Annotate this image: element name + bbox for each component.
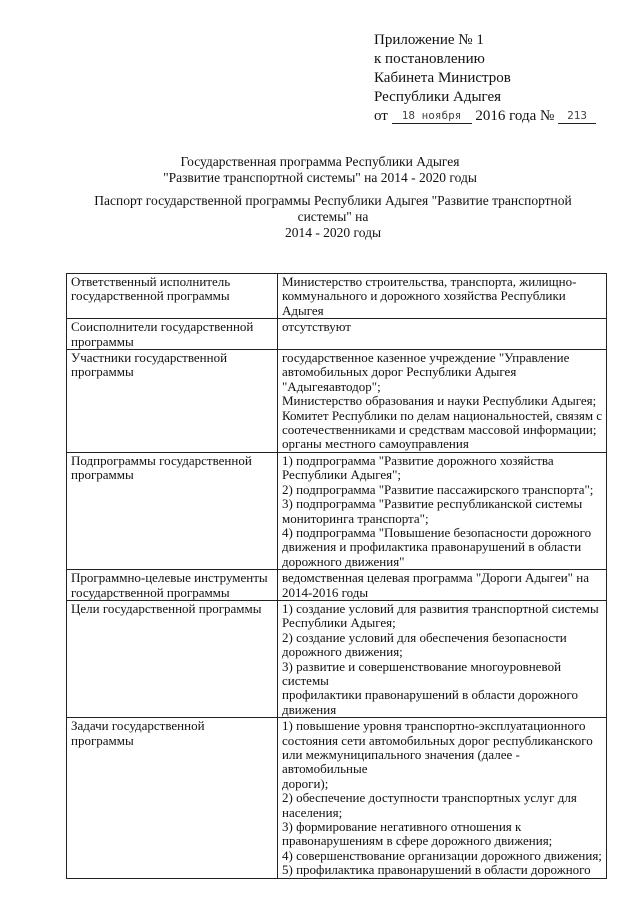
row-label-cell [67, 718, 278, 878]
row-label-line: программы [71, 364, 134, 380]
row-label-line: Участники государственной [71, 350, 228, 366]
row-value-line: дорожного движения; [282, 644, 403, 660]
table-row [67, 319, 607, 350]
row-label-line: Подпрограммы государственной [71, 452, 252, 468]
row-value-line: Республики Адыгея"; [282, 467, 402, 483]
table-row [67, 350, 607, 453]
passport-title [68, 193, 598, 241]
passport-table-body [67, 274, 607, 879]
row-value-line: ведомственная целевая программа "Дороги Адыгеи" на [282, 570, 589, 586]
row-value-line: отсутствуют [282, 319, 351, 335]
row-label-line: Соисполнители государственной [71, 319, 254, 335]
row-value-line: органы местного самоуправления [282, 436, 469, 452]
table-row [67, 452, 607, 569]
row-value-line: движения и профилактика правонарушений в области [282, 539, 582, 555]
row-value-line: 2014-2016 годы [282, 584, 369, 600]
date-prefix: от [374, 108, 388, 124]
appendix-line-3: Кабинета Министров [374, 70, 511, 86]
document-number: 213 [558, 109, 596, 124]
row-value-line: населения; [282, 804, 343, 820]
row-value-cell [278, 319, 607, 350]
row-value-line: 2) подпрограмма "Развитие пассажирского транспорта"; [282, 481, 594, 497]
row-value-line: или межмуниципального значения (далее - автомобильные [282, 747, 520, 777]
row-label-cell [67, 570, 278, 601]
row-value-line: соотечественниками и средствам массовой информации; [282, 422, 597, 438]
passport-title-line-2: 2014 - 2020 годы [284, 225, 382, 240]
row-value-line: правонарушениям в сфере дорожного движения; [282, 833, 553, 849]
row-value-line: Министерство образования и науки Республики Адыгея; [282, 393, 597, 409]
row-value-line: 4) подпрограмма "Повышение безопасности дорожного [282, 524, 592, 540]
row-value-line: 4) совершенствование организации дорожного движения; [282, 847, 602, 863]
row-label-line: государственной программы [71, 288, 230, 304]
passport-title-line-1: Паспорт государственной программы Республики Адыгея "Развитие транспортной системы" на [94, 193, 572, 224]
row-value-line: коммунального и дорожного хозяйства Республики Адыгея [282, 288, 566, 318]
row-value-line: 3) подпрограмма "Развитие республиканской системы [282, 496, 583, 512]
row-value-line: 5) профилактика правонарушений в области дорожного [282, 862, 591, 878]
row-value-line: движения [282, 701, 337, 717]
row-label-cell [67, 452, 278, 569]
row-value-line: 1) создание условий для развития транспортной системы [282, 600, 599, 616]
row-value-line: 1) повышение уровня транспортно-эксплуатационного [282, 718, 586, 734]
row-label-line: государственной программы [71, 584, 230, 600]
table-row [67, 274, 607, 319]
passport-table [66, 273, 607, 879]
row-value-line: Комитет Республики по делам национальностей, связям с [282, 407, 603, 423]
row-label-cell [67, 274, 278, 319]
row-label-line: Цели государственной программы [71, 600, 262, 616]
row-label-cell [67, 600, 278, 717]
row-value-line: мониторинга транспорта"; [282, 510, 429, 526]
row-value-line: 3) формирование негативного отношения к [282, 819, 522, 835]
year-text: 2016 года № [475, 108, 555, 124]
row-value-cell [278, 718, 607, 878]
table-row [67, 600, 607, 717]
row-label-line: Программно-целевые инструменты [71, 570, 268, 586]
row-label-line: программы [71, 732, 134, 748]
appendix-block [374, 31, 596, 126]
row-value-line: 2) обеспечение доступности транспортных услуг для [282, 790, 577, 806]
appendix-line-2: к постановлению [374, 51, 485, 67]
row-value-line: "Адыгеяавтодор"; [282, 378, 381, 394]
row-value-line: 2) создание условий для обеспечения безопасности [282, 629, 567, 645]
row-value-line: дорожного движения" [282, 553, 405, 569]
date-value: 18 ноября [392, 109, 472, 124]
row-value-line: дороги); [282, 775, 329, 791]
row-label-cell [67, 319, 278, 350]
row-value-cell [278, 350, 607, 453]
row-value-cell [278, 274, 607, 319]
appendix-line-1: Приложение № 1 [374, 32, 484, 48]
row-label-line: программы [71, 333, 134, 349]
row-value-line: Министерство строительства, транспорта, жилищно- [282, 274, 577, 289]
row-value-line: 1) подпрограмма "Развитие дорожного хозяйства [282, 452, 554, 468]
row-value-line: автомобильных дорог Республики Адыгея [282, 364, 517, 380]
row-value-cell [278, 452, 607, 569]
row-value-line: Республики Адыгея; [282, 615, 396, 631]
row-label-cell [67, 350, 278, 453]
program-title [0, 154, 640, 186]
row-label-line: программы [71, 467, 134, 483]
table-row [67, 718, 607, 878]
row-value-line: состояния сети автомобильных дорог республиканского [282, 732, 593, 748]
table-row [67, 570, 607, 601]
row-label-line: Ответственный исполнитель [71, 274, 231, 289]
row-value-line: государственное казенное учреждение "Управление [282, 350, 570, 366]
row-value-line: 3) развитие и совершенствование многоуровневой системы [282, 658, 562, 688]
row-label-line: Задачи государственной [71, 718, 205, 734]
row-value-cell [278, 600, 607, 717]
row-value-cell [278, 570, 607, 601]
appendix-line-4: Республики Адыгея [374, 89, 502, 105]
program-title-line-1: Государственная программа Республики Адыгея [180, 154, 460, 169]
program-title-line-2: "Развитие транспортной системы" на 2014 - 2020 годы [163, 170, 477, 185]
row-value-line: профилактики правонарушений в области дорожного [282, 687, 578, 703]
appendix-date-line [374, 107, 596, 126]
